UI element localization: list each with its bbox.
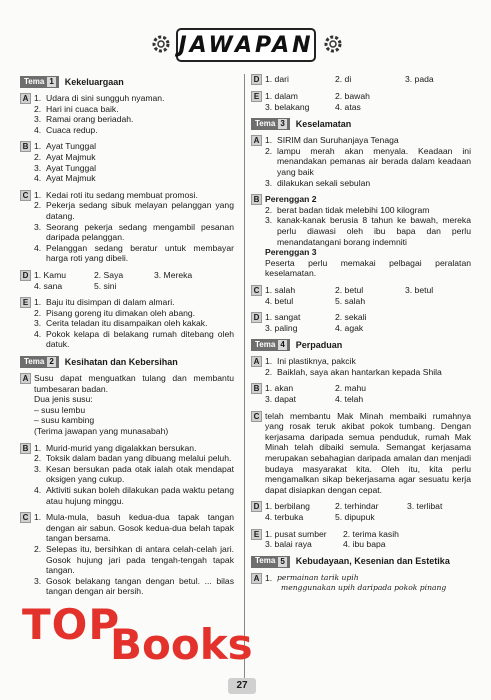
tema-3-header: [251, 118, 471, 130]
letter-d: D: [20, 270, 31, 281]
answer-block-d: D 1. sangat 2. sekali 3. paling 4. agak: [251, 312, 471, 333]
answer-block-b: B 1. akan 2. mahu 3. dapat 4. telah: [251, 383, 471, 404]
letter-a: A: [20, 93, 31, 104]
letter-a: A: [251, 356, 262, 367]
tema-badge: Tema 3: [251, 118, 290, 130]
letter-e: E: [251, 91, 262, 102]
answer-block-b: B Perenggan 2 2. berat badan tidak melebihi 100 kilogram 3. kanak-kanak berusia 8 tahun ke bawah, mereka perlu diawasi oleh ibu bapa dan perlu menandatangani borang indemniti Perenggan 3 Peserta perlu memakai pelbagai peralatan keselamatan.: [251, 194, 471, 279]
section-title: Kekeluargaan: [64, 76, 124, 87]
answer-block-c: C 1. Mula-mula, basuh kedua-dua tapak tangan dengan air sabun. Gosok kedua-dua belah tapak tangan bersama. 2. Selepas itu, bersihkan di antara celah-celah jari. Gosok hujung jari pada tengah-tengah tapak tangan. 3. Gosok belakang tangan dengan betul. ... bilas tangan dengan air bersih.: [20, 512, 234, 597]
answer-block-a: A 1. Udara di sini sungguh nyaman. 2. Hari ini cuaca baik. 3. Ramai orang beriadah. 4. Cuaca redup.: [20, 93, 234, 135]
tema-badge: Tema 5: [251, 556, 290, 568]
answer-block-e: E 1. dalam 2. bawah 3. belakang 4. atas: [251, 91, 471, 112]
letter-e: E: [20, 297, 31, 308]
letter-e: E: [251, 529, 262, 540]
section-title: Keselamatan: [295, 118, 352, 129]
letter-d: D: [251, 74, 262, 85]
answer-block-c: C 1. salah 2. betul 3. betul 4. betul 5. salah: [251, 285, 471, 306]
answer-block-b: B 1. Ayat Tunggal 2. Ayat Majmuk 3. Ayat Tunggal 4. Ayat Majmuk: [20, 141, 234, 183]
answer-block-d: D 1. dari 2. di 3. pada: [251, 74, 471, 85]
tema-badge: Tema 4: [251, 339, 290, 351]
letter-c: C: [251, 285, 262, 296]
page-title: JAWAPAN: [178, 32, 314, 58]
answer-block-c: C telah membantu Mak Minah membaiki rumahnya yang rosak teruk akibat pokok tumbang. Dengan kerjasama daripada semua penduduk, rumah Mak Minah telah dibaiki semula. Semangat kerjasama merupakan sebahagian daripada amalan dan menjadi budaya masyarakat kita. Oleh itu, kita perlu mengamalkan sikap bekerjasama agar sesuatu kerja dapat disiapkan dengan cepat.: [251, 411, 471, 496]
letter-c: C: [20, 190, 31, 201]
letter-b: B: [251, 383, 262, 394]
column-divider: [244, 74, 245, 680]
letter-d: D: [251, 501, 262, 512]
page-title-box: [176, 28, 316, 62]
tema-badge: Tema 1: [20, 76, 59, 88]
answer-block-b: B 1. Murid-murid yang digalakkan bersukan. 2. Toksik dalam badan yang dibuang melalui peluh. 3. Kesan bersukan pada otak ialah otak mendapat oksigen yang cukup. 4. Aktiviti sukan boleh dilakukan pada waktu petang atau hujung minggu.: [20, 443, 234, 507]
page-number: 27: [228, 678, 256, 694]
letter-c: C: [251, 411, 262, 422]
answer-block-d: D 1. berbilang 2. terhindar 3. terlibat 4. terbuka 5. dipupuk: [251, 501, 471, 522]
answer-block-c: C 1. Kedai roti itu sedang membuat promosi. 2. Pekerja sedang sibuk melayan pelanggan yang datang. 3. Seorang pekerja sedang mengambil pesanan daripada pelanggan. 4. Pelanggan sedang beratur untuk membayar harga roti yang dibeli.: [20, 190, 234, 264]
letter-a: A: [251, 573, 262, 584]
answer-block-e: E 1. pusat sumber 2. terima kasih 3. balai raya 4. ibu bapa: [251, 529, 471, 550]
letter-c: C: [20, 512, 31, 523]
answer-block-a: A 1. Ini plastiknya, pakcik 2. Baiklah, saya akan hantarkan kepada Shila: [251, 356, 471, 377]
letter-a: A: [251, 135, 262, 146]
letter-b: B: [20, 443, 31, 454]
gear-icon: [150, 33, 172, 55]
right-column: [251, 74, 471, 600]
letter-d: D: [251, 312, 262, 323]
topbooks-logo: TOP Books: [22, 600, 253, 669]
section-title: Perpaduan: [295, 339, 343, 350]
section-title: Kebudayaan, Kesenian dan Estetika: [295, 556, 450, 567]
left-column: [20, 74, 234, 603]
tema-2-header: [20, 356, 234, 368]
letter-b: B: [20, 141, 31, 152]
tema-4-header: [251, 339, 471, 351]
letter-a: A: [20, 373, 31, 384]
letter-b: B: [251, 194, 262, 205]
answer-block-e: E 1. Baju itu disimpan di dalam almari. 2. Pisang goreng itu dimakan oleh abang. 3. Cerita teladan itu disampaikan oleh kakak. 4. Pokok kelapa di belakang rumah ditebang oleh datuk.: [20, 297, 234, 350]
answer-block-a: A 1. SIRIM dan Suruhanjaya Tenaga 2. lampu merah akan menyala. Keadaan ini menandakan pemanas air berada dalam keadaan yang baik 3. dilakukan sekali sebulan: [251, 135, 471, 188]
gear-icon: [322, 33, 344, 55]
tema-badge: Tema 2: [20, 356, 59, 368]
answer-block-d: D 1. Kamu 2. Saya 3. Mereka 4. sana 5. sini: [20, 270, 234, 291]
answer-block-a: A 1. permainan tarik upih menggunakan upih daripada pokok pinang: [251, 573, 471, 594]
tema-5-header: [251, 556, 471, 568]
section-title: Kesihatan dan Kebersihan: [64, 356, 178, 367]
tema-1-header: [20, 76, 234, 88]
answer-block-a: A Susu dapat menguatkan tulang dan membantu tumbesaran badan. Dua jenis susu: – susu lembu – susu kambing (Terima jawapan yang munasabah): [20, 373, 234, 437]
